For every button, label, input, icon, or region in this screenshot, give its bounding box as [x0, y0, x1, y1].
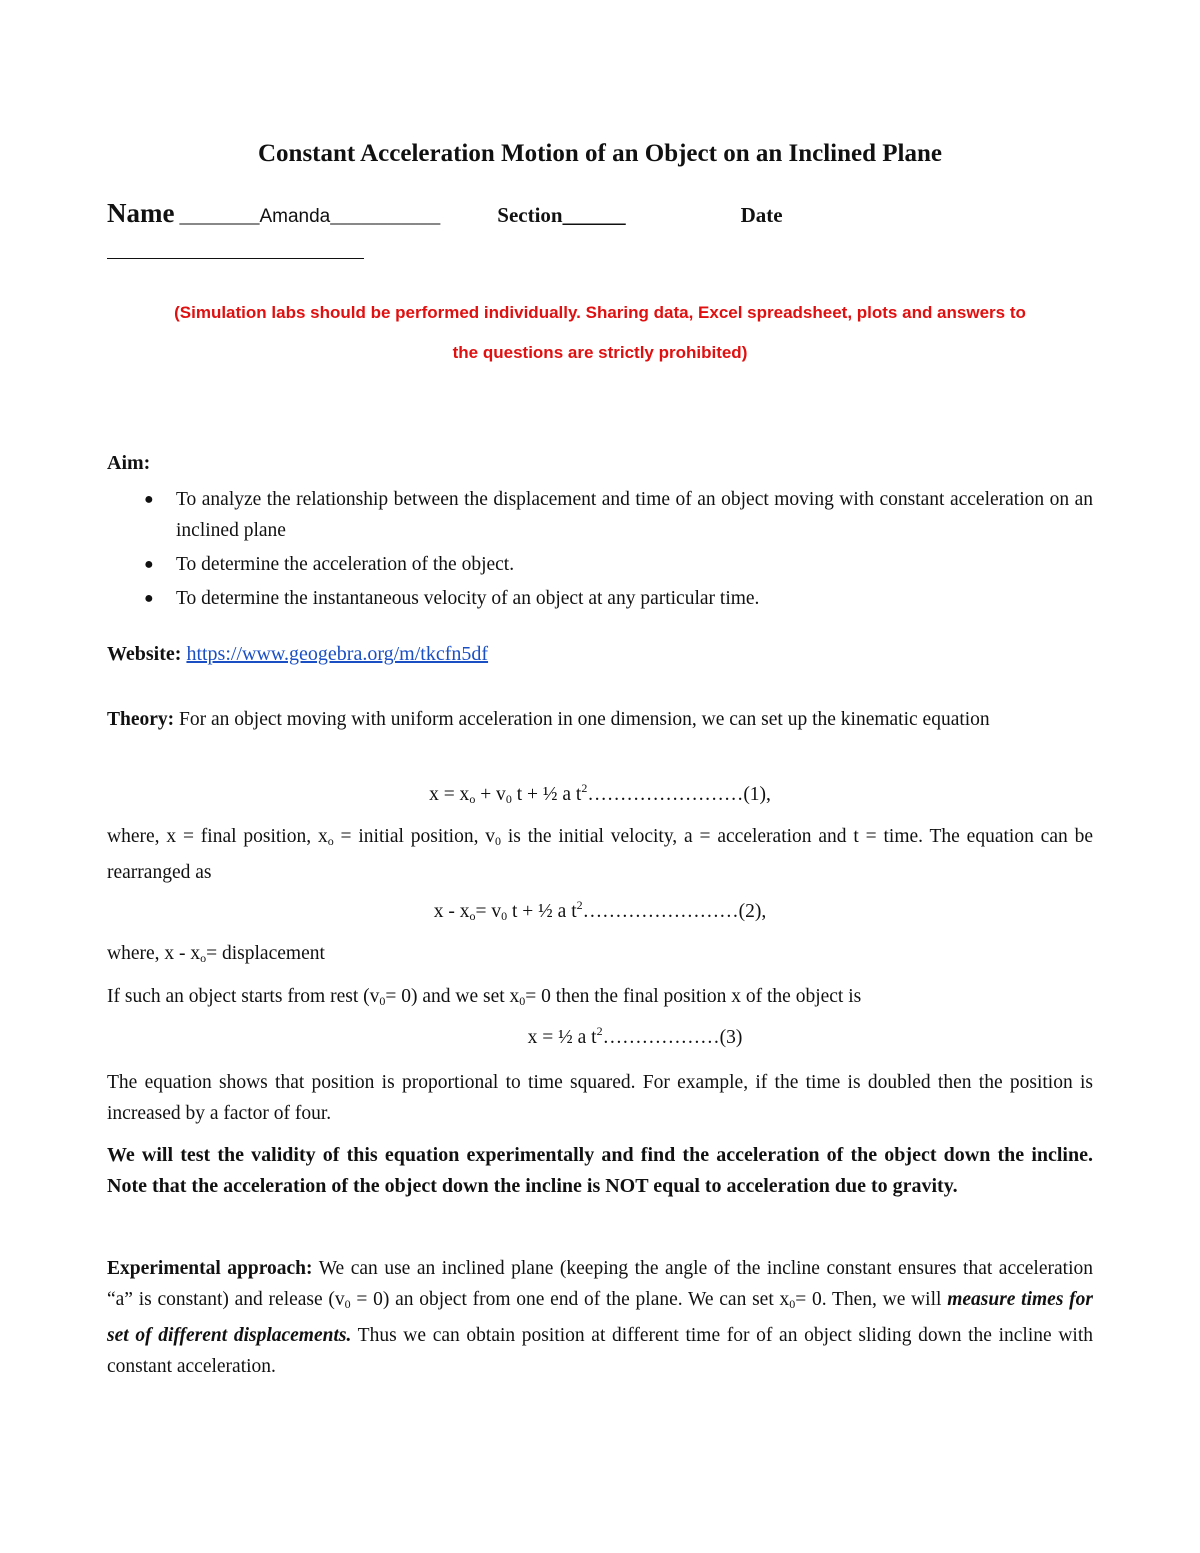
website-line [107, 643, 488, 666]
document-title: Constant Acceleration Motion of an Object on an Inclined Plane [257, 140, 942, 167]
rest-paragraph: If such an object starts from rest $(v_0= 0)$ and we set $x_0= 0$ then the final position x of the object is [107, 986, 862, 1008]
where-paragraph-1: where, x = final position, $x_o$ = initial position, $v_0$ is the initial velocity, a = acceleration and t = time. The equation can be rearranged as [107, 826, 1093, 883]
name-label: Name [107, 198, 175, 228]
warning-line-2: the questions are strictly prohibited) [452, 343, 748, 362]
name-value: Amanda [259, 206, 331, 227]
name-blank-after: ___________ [330, 205, 441, 227]
theory-intro: Theory: For an object moving with uniform acceleration in one dimension, we can set up the kinematic equation [107, 709, 990, 730]
where-paragraph-2: where, $x - x_o=$ displacement [107, 943, 325, 965]
name-blank-before: ________ [179, 205, 260, 227]
equation-2: $x - x_o= v_0$ t + ½ a $t^2\dots\dots\dots\dots\dots\dots\dots\dots(2)$, [433, 898, 767, 923]
website-link[interactable]: https://www.geogebra.org/m/tkcfn5df [186, 643, 489, 665]
aim-item: ● To determine the acceleration of the object. [107, 549, 1093, 580]
equation-1: $x = x_o + v_0$ t + ½ a $t^2\dots\dots\dots\dots\dots\dots\dots\dots(1)$, [429, 781, 771, 806]
experimental-emphasis: measure times for set of different displacements. [107, 1289, 1093, 1346]
date-blank-line [107, 258, 364, 259]
header-line [107, 198, 783, 229]
equation-3: x = ½ a $t^2\dots\dots\dots\dots\dots\dots(3)$ [527, 1024, 743, 1048]
validity-paragraph: We will test the validity of this equation experimentally and find the acceleration of the object down the incline. Note that the acceleration of the object down the incline is NOT equal to acceleration due to gravity. [107, 1144, 1093, 1197]
aim-item: ● To determine the instantaneous velocity of an object at any particular time. [107, 583, 1093, 614]
warning-line-1: (Simulation labs should be performed individually. Sharing data, Excel spreadsheet, plots and answers to [174, 303, 1026, 322]
bullet-icon: ● [144, 491, 154, 508]
aim-list [107, 484, 1093, 617]
aim-label: Aim: [107, 452, 151, 474]
website-label: Website: [107, 643, 182, 665]
experimental-label: Experimental approach: [107, 1258, 313, 1279]
bullet-icon: ● [144, 590, 154, 607]
aim-item: ● To analyze the relationship between the displacement and time of an object moving with constant acceleration on an inclined plane [107, 484, 1093, 546]
proportional-paragraph: The equation shows that position is proportional to time squared. For example, if the time is doubled then the position is increased by a factor of four. [107, 1072, 1093, 1124]
warning-note [100, 293, 1100, 373]
theory-label: Theory: [107, 709, 175, 730]
date-label: Date [740, 203, 783, 227]
bullet-icon: ● [144, 556, 154, 573]
section-label: Section______ [497, 203, 626, 227]
experimental-paragraph: Experimental approach: We can use an inclined plane (keeping the angle of the incline constant ensures that acceleration “a” is constant) and release $(v_0 = 0)$ an object from one end of the plane. We can set $x_0= 0$. Then, we will measure times for set of different displacements. Thus we can obtain position at different time for of an object sliding down the incline with constant acceleration. [107, 1258, 1093, 1377]
